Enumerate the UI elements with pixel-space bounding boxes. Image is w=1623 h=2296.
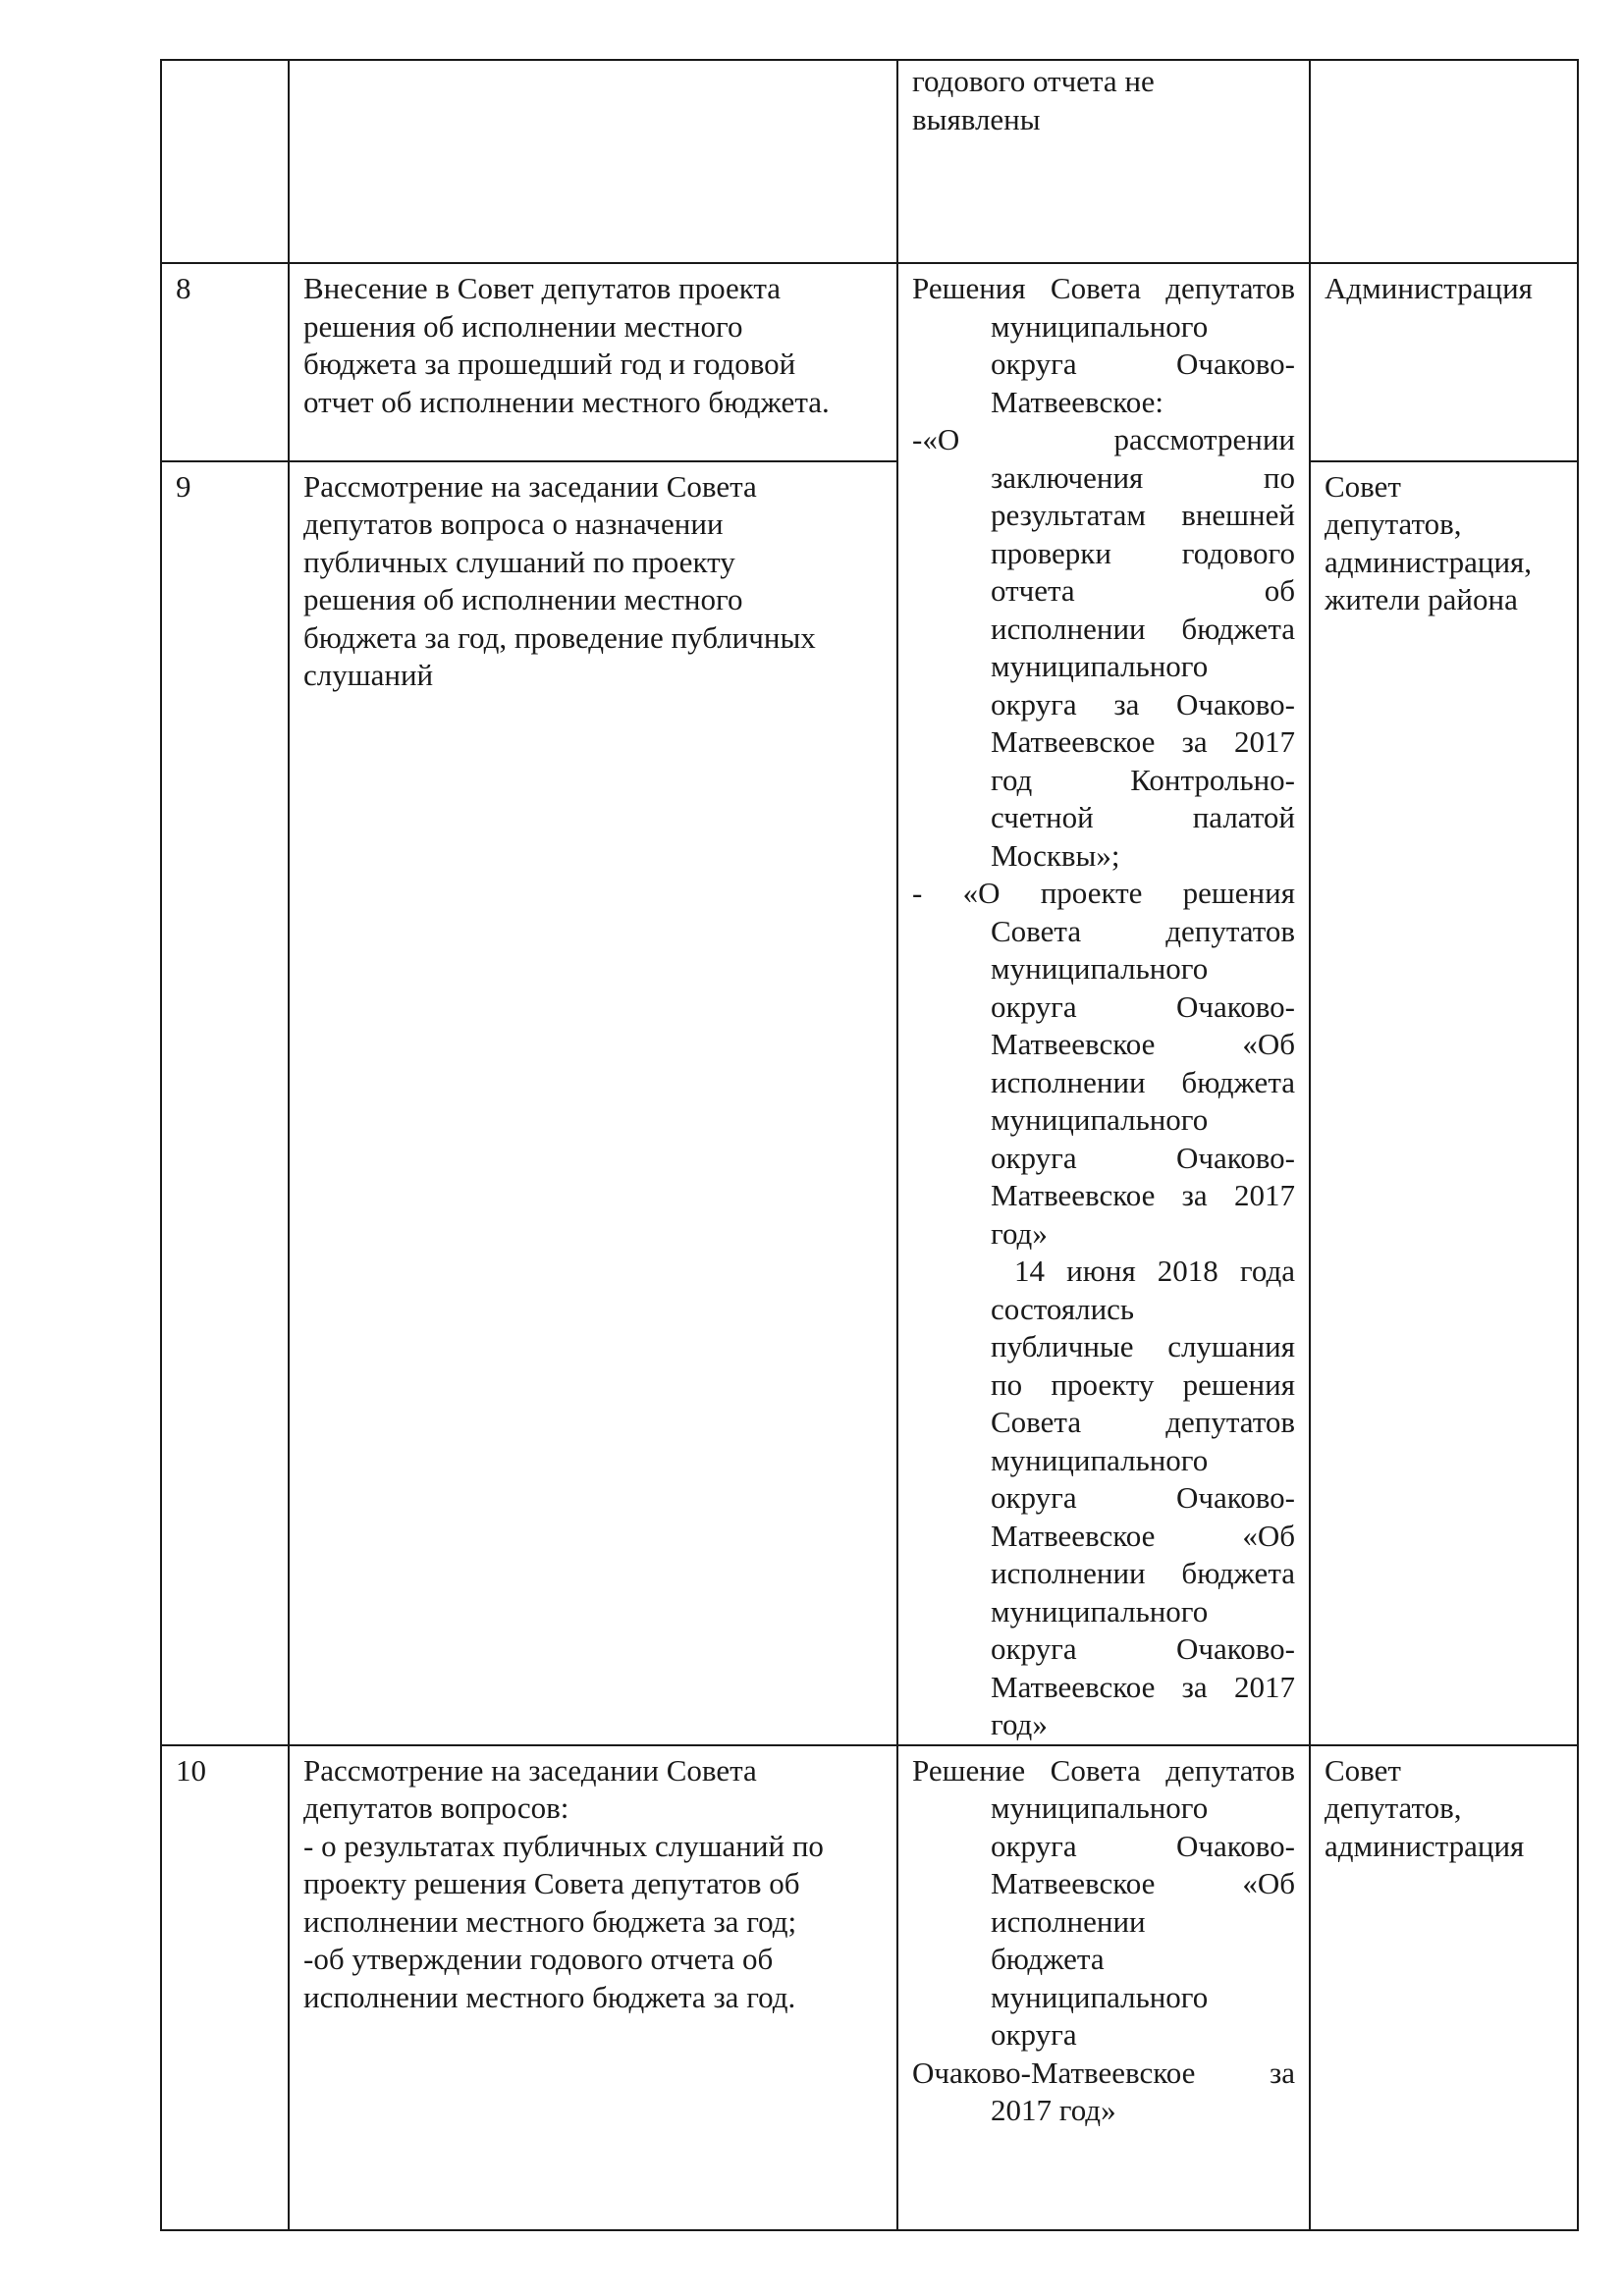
stage-text: Рассмотрение на заседании Совета депутатов вопроса о назначении публичных слушаний по проекту решения об исполнении местного бюджета за год, проведение публичных слушаний (303, 468, 816, 693)
result-line: округа Очаково- (991, 1631, 1295, 1666)
responsible-text: Совет депутатов, администрация, жители района (1325, 468, 1533, 617)
result-line: Очаково-Матвеевское за (912, 2055, 1295, 2090)
result-line: Матвеевское за 2017 (991, 1178, 1295, 1212)
responsible-text: Совет депутатов, администрация (1325, 1752, 1525, 1863)
result-line: муниципального (991, 951, 1209, 986)
stage-text: Рассмотрение на заседании Совета депутатов вопросов: - о результатах публичных слушаний по проекту решения Совета депутатов об исполнении местного бюджета за год; -об утверждении годового отчета об исполнении местного бюджета за год. (303, 1752, 824, 2014)
result-line: Решения Совета депутатов (912, 271, 1295, 305)
result-line: результатам внешней (991, 498, 1295, 532)
result-line: -«О рассмотрении (912, 422, 1295, 456)
responsible-text: Администрация (1325, 271, 1533, 305)
result-line: Совета депутатов (991, 913, 1295, 948)
stage-cell (289, 263, 897, 461)
result-line: муниципального (991, 649, 1209, 683)
result-line: исполнении (991, 1903, 1146, 1939)
stage-cell (289, 60, 897, 263)
result-line: годового отчета не (912, 64, 1155, 98)
table-row-9 (161, 461, 1578, 1745)
result-line: 2017 год» (991, 2093, 1116, 2127)
result-line: исполнении бюджета (991, 1064, 1295, 1099)
result-cell-merged (897, 263, 1310, 1745)
result-line: округа Очаково- (991, 347, 1295, 381)
result-line: округа за Очаково- (991, 686, 1295, 721)
result-line: публичные слушания (991, 1329, 1295, 1363)
result-line: год» (991, 1707, 1048, 1741)
result-line: выявлены (912, 101, 1041, 136)
result-line: исполнении бюджета (991, 1556, 1295, 1590)
responsible-cell (1310, 1745, 1578, 2230)
row-number-cell: 8 (161, 263, 289, 461)
result-line: Матвеевское «Об (991, 1518, 1295, 1553)
table-row-continuation (161, 60, 1578, 263)
result-line: муниципального (991, 1979, 1209, 2014)
table-row-8 (161, 263, 1578, 461)
result-line: муниципального (991, 1442, 1209, 1477)
result-line: округа (991, 2017, 1077, 2052)
result-line: проверки годового (991, 535, 1295, 570)
result-line: Решение Совета депутатов (912, 1752, 1295, 1788)
result-line: бюджета (991, 1942, 1105, 1976)
result-line: Матвеевское: (991, 384, 1163, 419)
stage-text: Внесение в Совет депутатов проекта решения об исполнении местного бюджета за прошедший год и годовой отчет об исполнении местного бюджета. (303, 271, 830, 419)
result-line: год Контрольно- (991, 762, 1295, 797)
stage-cell (289, 1745, 897, 2230)
result-line: по проекту решения (991, 1366, 1295, 1402)
responsible-cell (1310, 461, 1578, 1745)
result-line: год» (991, 1215, 1048, 1251)
document-table (160, 59, 1579, 2231)
result-line: 14 июня 2018 года (1014, 1254, 1295, 1288)
result-cell (897, 60, 1310, 263)
result-line: муниципального (991, 1790, 1209, 1825)
result-line: Матвеевское за 2017 (991, 724, 1295, 759)
result-line: счетной палатой (991, 800, 1295, 834)
row-number-cell: 10 (161, 1745, 289, 2230)
result-line: исполнении бюджета (991, 611, 1295, 646)
result-cell (897, 1745, 1310, 2230)
row-number-cell (161, 60, 289, 263)
result-line: муниципального (991, 308, 1209, 344)
result-line: муниципального (991, 1102, 1209, 1137)
result-line: Матвеевское «Об (991, 1866, 1295, 1900)
result-line: округа Очаково- (991, 1480, 1295, 1515)
stage-cell (289, 461, 897, 1745)
result-line: заключения по (991, 459, 1295, 495)
result-line: округа Очаково- (991, 1140, 1295, 1175)
result-line: Матвеевское «Об (991, 1027, 1295, 1061)
result-line: округа Очаково- (991, 1828, 1295, 1863)
result-line: Матвеевское за 2017 (991, 1669, 1295, 1704)
result-line: округа Очаково- (991, 988, 1295, 1024)
result-line: отчета об (991, 573, 1295, 608)
responsible-cell (1310, 60, 1578, 263)
result-line: состоялись (991, 1291, 1135, 1326)
result-line: Совета депутатов (991, 1405, 1295, 1439)
responsible-cell (1310, 263, 1578, 461)
result-line: - «О проекте решения (912, 876, 1295, 910)
result-line: муниципального (991, 1593, 1209, 1629)
result-line: Москвы»; (991, 837, 1120, 873)
table-row-10 (161, 1745, 1578, 2230)
row-number-cell: 9 (161, 461, 289, 1745)
